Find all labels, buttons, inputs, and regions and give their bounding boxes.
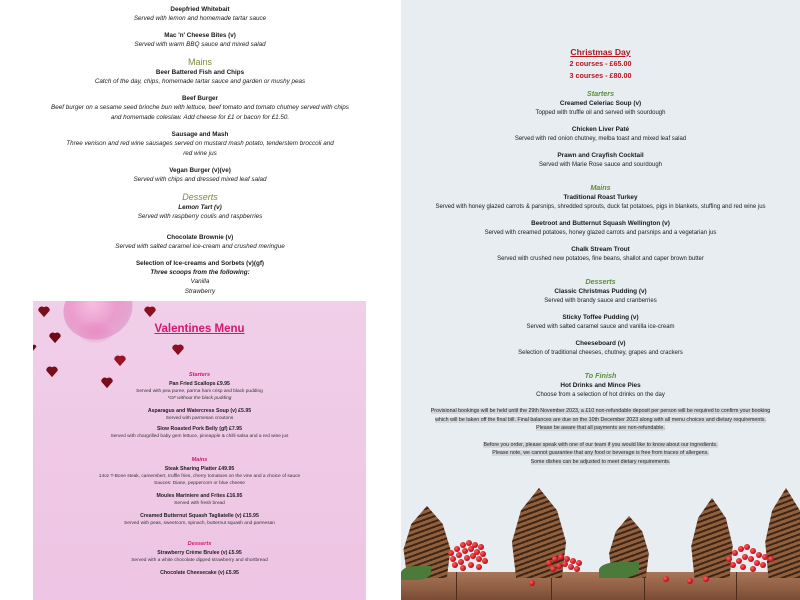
- dish-name: Beer Battered Fish and Chips: [155, 69, 245, 76]
- dish-desc: Selection of traditional cheeses, chutney, grapes and crackers: [518, 350, 683, 356]
- heart-icon: [143, 305, 157, 318]
- dish-name: Traditional Roast Turkey: [563, 194, 638, 201]
- dish-name: Beef Burger: [181, 95, 219, 102]
- dish-desc: Served with crushed new potatoes, fine beans, shallot and caper brown butter: [497, 256, 704, 262]
- dish-name: Asparagus and Watercress Soup (v) £5.95: [147, 408, 252, 414]
- dish-name: Moules Mariniere and Frites £16.95: [156, 493, 243, 499]
- berries-cluster: [446, 540, 506, 580]
- allergen-text: Before you order, please speak with one of our team if you would like to know about our ingredients.: [483, 441, 718, 448]
- dish-name: Pan Fried Scallops £9.95: [169, 381, 230, 387]
- pinecone-berries-scene: [401, 490, 800, 600]
- dish-desc: Served with lemon and homemade tartar sauce: [133, 15, 267, 22]
- section-title-desserts: Desserts: [182, 192, 218, 202]
- dish-desc: and homemade coleslaw. Add cheese for £1 or bacon for £1.50.: [110, 114, 290, 121]
- dish-desc: Served with chargrilled baby gem lettuce, pineapple & chilli salsa and a red wine jus: [110, 434, 289, 439]
- dish-desc: Topped with truffle oil and served with sourdough: [535, 110, 666, 116]
- berry: [529, 580, 535, 586]
- price-three-courses: 3 courses - £80.00: [569, 71, 632, 80]
- dish-desc: Catch of the day, chips, homemade tartar sauce and garden or mushy peas: [94, 78, 306, 85]
- dish-name: Cheeseboard (v): [575, 340, 626, 347]
- dish-desc: Beef burger on a sesame seed brioche bun with lettuce, beef tomato and tomato chutney served with chips: [51, 104, 349, 111]
- heart-icon: [113, 354, 127, 367]
- dish-name: Classic Christmas Pudding (v): [554, 288, 647, 295]
- dish-desc: Served with a white chocolate dipped strawberry and shortbread: [131, 558, 268, 563]
- berries-cluster: [726, 540, 796, 580]
- dish-desc: Choose from a selection of hot drinks on the day: [536, 392, 665, 398]
- dish-name: Chicken Liver Paté: [571, 126, 630, 133]
- dish-name: Creamed Celeriac Soup (v): [559, 100, 642, 107]
- price-two-courses: 2 courses - £65.00: [569, 59, 632, 68]
- flavour: Vanilla: [190, 278, 210, 285]
- dish-desc: Served with creamed potatoes, honey glazed carrots and parsnips and a vegetarian jus: [484, 230, 717, 236]
- heart-icon: [33, 341, 37, 354]
- section-title-starters: Starters: [188, 372, 211, 378]
- dish-name: Steak Sharing Platter £49.95: [164, 466, 235, 472]
- dish-desc: Three venison and red wine sausages served on mustard mash potato, tenderstem broccoli and: [66, 140, 334, 147]
- section-title-finish: To Finish: [584, 371, 617, 380]
- dish-desc: Served with fresh bread: [174, 501, 225, 506]
- dish-name: Selection of Ice-creams and Sorbets (v)(gf): [135, 260, 265, 267]
- berry: [703, 576, 709, 582]
- dish-desc: Served with parmesan croutons: [165, 416, 234, 421]
- dish-name: Sausage and Mash: [171, 131, 229, 138]
- flavour: Strawberry: [184, 288, 216, 295]
- dish-name: Strawberry Crème Brulee (v) £5.95: [157, 550, 242, 556]
- dish-desc: Served with raspberry coulis and raspberries: [137, 213, 263, 220]
- pub-menu-text: [0, 5, 400, 297]
- dish-note: Sauces: Diane, peppercorn or blue cheese: [154, 481, 245, 486]
- dish-subhead: Three scoops from the following:: [150, 269, 250, 276]
- valentines-title: Valentines Menu: [154, 323, 245, 335]
- dish-name: Chocolate Brownie (v): [166, 234, 234, 241]
- dish-name: Chocolate Cheesecake (v) £5.95: [160, 570, 239, 576]
- valentines-menu-body: [33, 369, 366, 577]
- christmas-menu-text: [401, 46, 800, 466]
- dish-desc: Served with Marie Rose sauce and sourdough: [538, 162, 663, 168]
- section-title-desserts: Desserts: [585, 277, 616, 286]
- dish-desc: 14oz T-Bone steak, camembert, truffle fries, cherry tomatoes on the vine and a choice of sauce: [98, 474, 301, 479]
- berry: [663, 576, 669, 582]
- christmas-menu-page: [401, 0, 800, 600]
- dish-name: Chalk Stream Trout: [571, 246, 630, 253]
- dish-note: *GF without the black pudding: [167, 396, 232, 401]
- section-title-mains: Mains: [187, 57, 212, 67]
- dish-name: Mac 'n' Cheese Bites (v): [164, 32, 236, 39]
- allergen-text: Some dishes can be adjusted to meet dietary requirements.: [530, 458, 671, 465]
- dish-name: Beetroot and Butternut Squash Wellington (v): [531, 220, 670, 227]
- dish-name: Lemon Tart (v): [178, 204, 222, 211]
- dish-desc: Served with warm BBQ sauce and mixed salad: [134, 41, 266, 48]
- dish-desc: Served with chips and dressed mixed leaf salad: [133, 176, 267, 183]
- dish-desc: Served with pea puree, parma ham crisp and black pudding: [136, 389, 263, 394]
- section-title-mains: Mains: [191, 457, 208, 463]
- allergen-text: Please note, we cannot guarantee that any food or beverage is free from traces of allergens.: [492, 450, 709, 456]
- heart-icon: [171, 343, 185, 356]
- section-title-mains: Mains: [590, 183, 611, 192]
- berries-cluster: [546, 550, 596, 580]
- dish-desc: Served with honey glazed carrots & parsnips, shredded sprouts, duck fat potatoes, pigs in blankets, stuffing and red wine jus: [435, 204, 766, 210]
- dish-desc: Served with red onion chutney, melba toast and mixed leaf salad: [514, 136, 687, 142]
- booking-notice-text: Provisional bookings will be held until the 29th November 2023, a £10 non-refundable deposit per person will be required to confirm your booking which will be taken off the final bill. Final balances are due on the 10th December 2023 along with all menu choices and dietary requirements. Please be aware that all payments are non-refundable.: [430, 408, 771, 431]
- leaf-icon: [599, 562, 639, 578]
- section-title-desserts: Desserts: [187, 541, 212, 547]
- dish-name: Creamed Butternut Squash Tagliatelle (v) £15.95: [140, 513, 259, 519]
- dish-desc: Served with salted caramel ice-cream and crushed meringue: [115, 243, 285, 250]
- booking-notice: [401, 407, 800, 433]
- allergen-notice: [401, 441, 800, 467]
- dish-name: Hot Drinks and Mince Pies: [560, 382, 641, 389]
- dish-desc: Served with peas, sweetcorn, spinach, butternut squash and parmesan: [124, 521, 275, 526]
- leaf-icon: [401, 566, 431, 580]
- dish-name: Slow Roasted Pork Belly (gf) £7.95: [156, 426, 243, 432]
- dish-name: Vegan Burger (v)(ve): [169, 167, 231, 174]
- dish-desc: red wine jus: [183, 150, 217, 157]
- dish-desc: Served with brandy sauce and cranberries: [544, 298, 657, 304]
- dish-name: Deepfried Whitebait: [170, 6, 230, 13]
- dish-name: Prawn and Crayfish Cocktail: [557, 152, 644, 159]
- christmas-title: Christmas Day: [570, 47, 631, 57]
- section-title-starters: Starters: [586, 89, 615, 98]
- dish-name: Sticky Toffee Pudding (v): [562, 314, 639, 321]
- dish-desc: Served with salted caramel sauce and vanilla ice-cream: [526, 324, 675, 330]
- heart-icon: [37, 305, 51, 318]
- berry: [687, 578, 693, 584]
- valentines-menu-card: [33, 301, 366, 600]
